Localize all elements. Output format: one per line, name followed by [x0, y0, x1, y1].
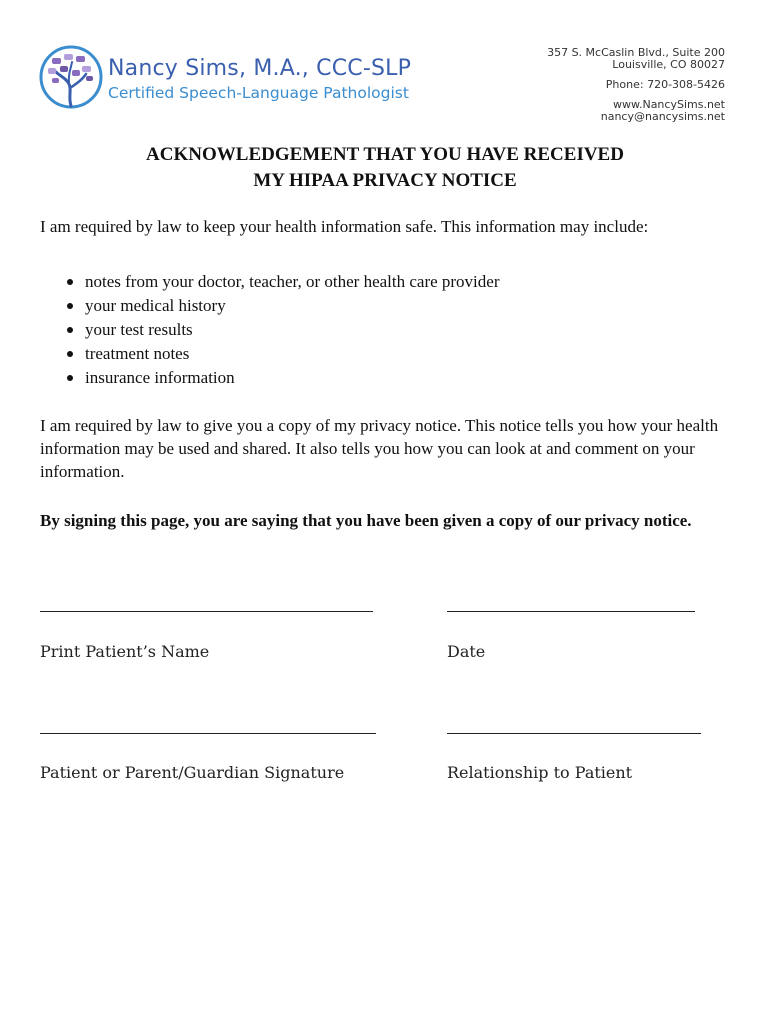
address-line-2: Louisville, CO 80027: [612, 58, 725, 71]
list-item: your medical history: [40, 294, 500, 318]
signing-statement: By signing this page, you are saying that you have been given a copy of our privacy notice.: [40, 511, 692, 530]
brand-tagline: Certified Speech-Language Pathologist: [108, 84, 409, 102]
email: nancy@nancysims.net: [600, 110, 725, 123]
document-title: [0, 142, 770, 194]
list-item: treatment notes: [40, 342, 500, 366]
notice-paragraph: I am required by law to give you a copy of my privacy notice. This notice tells you how your health information may be used and shared. It also tells you how you can look at and comment on your information.: [40, 416, 719, 481]
title-line-2: MY HIPAA PRIVACY NOTICE: [253, 170, 517, 191]
info-list: [40, 270, 500, 390]
brand-name: Nancy Sims, M.A., CCC-SLP: [108, 56, 412, 81]
title-line-1: ACKNOWLEDGEMENT THAT YOU HAVE RECEIVED: [146, 144, 624, 165]
intro-paragraph: I am required by law to keep your health information safe. This information may include:: [40, 217, 649, 236]
date-line[interactable]: [447, 611, 695, 612]
list-item: notes from your doctor, teacher, or other health care provider: [40, 270, 500, 294]
signature-line[interactable]: [40, 733, 376, 734]
signature-label: Patient or Parent/Guardian Signature: [40, 763, 345, 782]
patient-name-line[interactable]: [40, 611, 373, 612]
relationship-line[interactable]: [447, 733, 701, 734]
phone: Phone: 720-308-5426: [605, 78, 725, 91]
list-item: insurance information: [40, 366, 500, 390]
tree-of-speech-bubbles-icon: [38, 44, 104, 114]
relationship-label: Relationship to Patient: [447, 763, 633, 782]
date-label: Date: [447, 642, 486, 661]
patient-name-label: Print Patient’s Name: [40, 642, 210, 661]
contact-block: [547, 47, 725, 123]
website: www.NancySims.net: [612, 98, 725, 111]
address-line-1: 357 S. McCaslin Blvd., Suite 200: [547, 46, 725, 59]
list-item: your test results: [40, 318, 500, 342]
